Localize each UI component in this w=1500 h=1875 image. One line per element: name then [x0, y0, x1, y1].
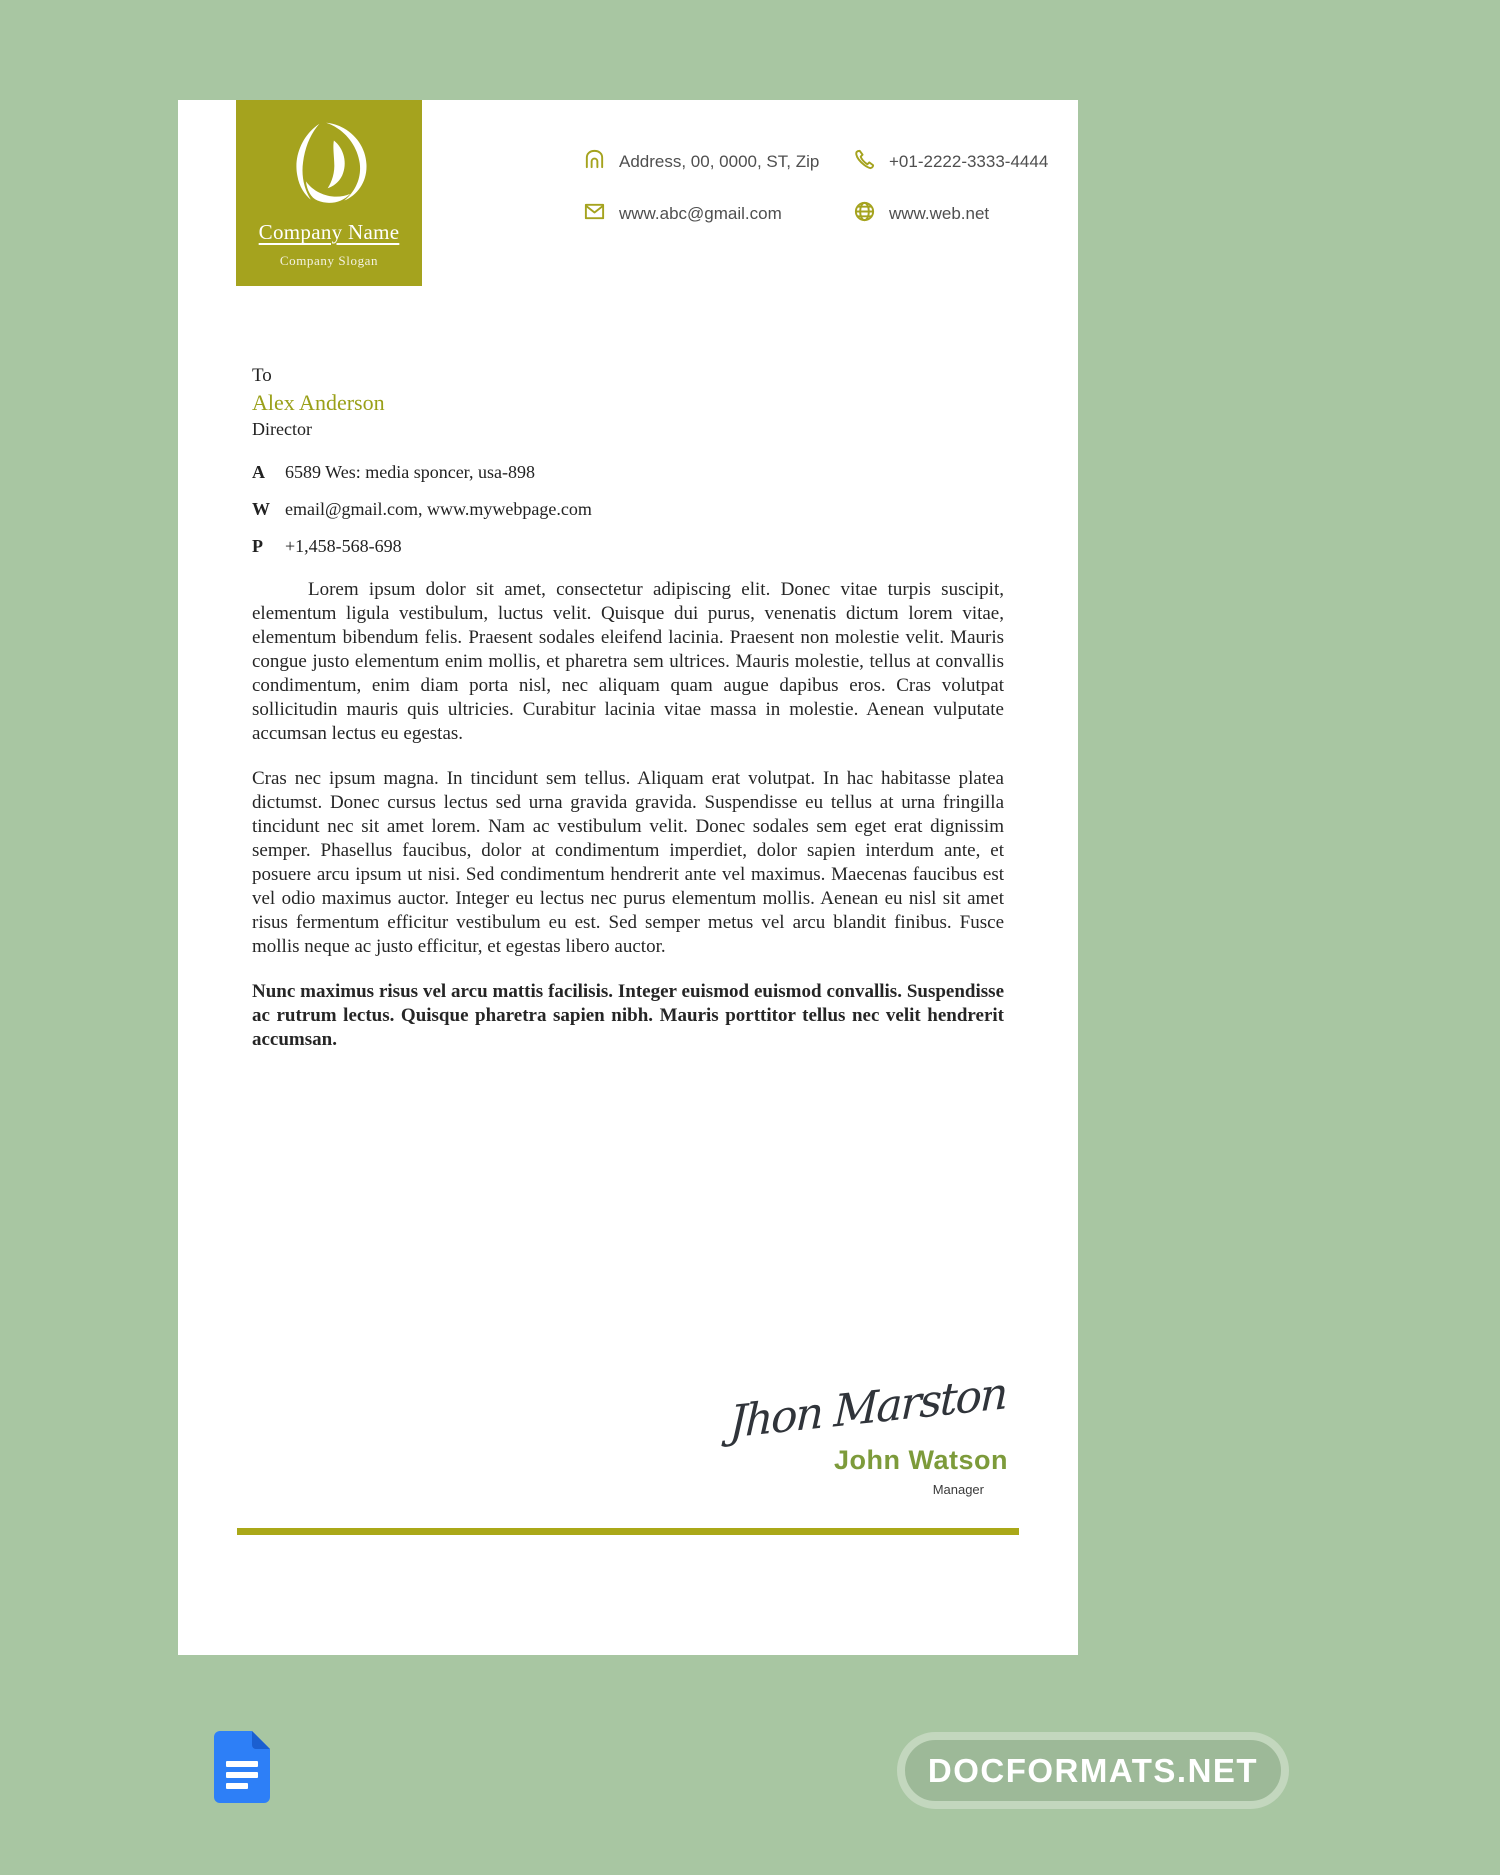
recipient-phone-key: P	[252, 536, 263, 556]
docformats-brand-button[interactable]	[897, 1732, 1289, 1809]
footer-accent-rule	[237, 1528, 1019, 1535]
docformats-brand-label: DOCFORMATS.NET	[927, 1751, 1259, 1789]
header-email-text: www.abc@gmail.com	[619, 204, 782, 223]
recipient-address-value: 6589 Wes: media sponcer, usa-898	[285, 462, 535, 482]
recipient-address-key: A	[252, 462, 265, 482]
company-logo-block	[236, 100, 422, 286]
recipient-contact-rows	[252, 462, 592, 557]
recipient-address-row	[252, 462, 592, 483]
company-name: Company Name	[258, 220, 400, 244]
signature-script: Jhon Marston	[728, 1367, 1008, 1449]
header-email	[583, 200, 782, 228]
home-icon	[583, 148, 606, 176]
company-logo-mark	[281, 118, 377, 214]
recipient-block	[252, 365, 592, 573]
body-paragraph-3: Nunc maximus risus vel arcu mattis facilisis. Integer euismod euismod convallis. Suspendisse ac rutrum lectus. Quisque pharetra sapien nibh. Mauris porttitor tellus nec velit hendrerit accumsan.	[252, 981, 1004, 1050]
header-phone-text: +01-2222-3333-4444	[889, 152, 1049, 171]
recipient-title: Director	[252, 419, 312, 439]
recipient-phone-value: +1,458-568-698	[285, 536, 402, 556]
letter-body	[252, 578, 1004, 1052]
recipient-phone-row	[252, 536, 592, 557]
recipient-web-value: email@gmail.com, www.mywebpage.com	[285, 499, 592, 519]
globe-icon	[853, 200, 876, 228]
body-paragraph-2: Cras nec ipsum magna. In tincidunt sem tellus. Aliquam erat volutpat. In hac habitasse platea dictumst. Donec cursus lectus sed urna gravida gravida. Suspendisse eu tellus at urna fringilla tincidunt nec sit amet lorem. Nam ac vestibulum velit. Donec sodales sem eget erat dignissim semper. Phasellus faucibus, dolor at condimentum imperdiet, dolor sapien interdum ante, et posuere arcu ipsum ut nisi. Sed condimentum hendrerit ante vel maximus. Maecenas faucibus est vel odio maximus auctor. Integer eu lectus nec purus elementum mollis. Aenean eu nisl sit amet risus fermentum efficitur vestibulum eu est. Sed semper metus vel arcu blandit finibus. Fusce mollis neque ac justo efficitur, et egestas libero auctor.	[252, 768, 1004, 957]
phone-icon	[853, 148, 876, 176]
recipient-web-row	[252, 499, 592, 520]
recipient-name: Alex Anderson	[252, 390, 385, 415]
email-icon	[583, 200, 606, 228]
signature-title: Manager	[932, 1482, 984, 1497]
header-phone	[853, 148, 1048, 176]
signature-block	[728, 1368, 1008, 1497]
recipient-to-label: To	[252, 365, 272, 386]
company-slogan: Company Slogan	[279, 253, 379, 268]
letter-page	[178, 100, 1078, 1655]
body-paragraph-1: Lorem ipsum dolor sit amet, consectetur adipiscing elit. Donec vitae turpis suscipit, elementum ligula vestibulum, luctus velit. Quisque dui purus, venenatis dictum lorem vitae, elementum bibendum felis. Praesent sodales eleifend lacinia. Praesent non molestie velit. Mauris congue justo elementum enim mollis, et pharetra sem ultrices. Mauris molestie, tellus at convallis condimentum, enim diam porta nisl, nec aliquam quam augue dapibus eros. Cras volutpat sollicitudin mauris quis ultricies. Curabitur lacinia vitae massa in molestie. Aenean vulputate accumsan lectus eu egestas.	[252, 579, 1004, 744]
header-website-text: www.web.net	[889, 204, 990, 223]
signature-name: John Watson	[834, 1445, 1008, 1475]
header-website	[853, 200, 989, 228]
header-address-text: Address, 00, 0000, ST, Zip	[619, 152, 820, 171]
recipient-web-key: W	[252, 499, 270, 519]
header-address	[583, 148, 819, 176]
google-docs-icon	[214, 1731, 270, 1803]
